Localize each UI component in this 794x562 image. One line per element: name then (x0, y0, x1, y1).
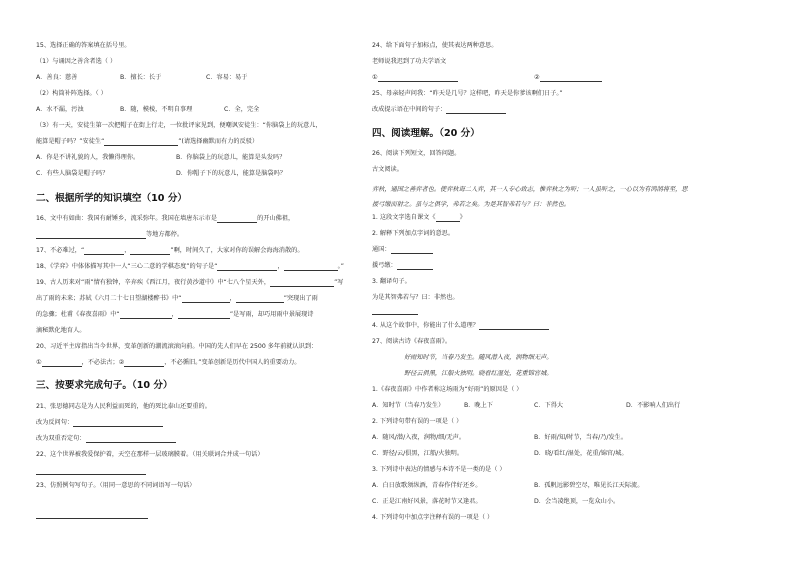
q27: 27、阅读古诗《春夜喜雨》。 (372, 338, 452, 345)
q15-sub1-option-a: A．善良：慈善 (36, 74, 78, 81)
q15-sub1: （1）与诵因之善含者选（ ） (36, 58, 117, 65)
q21-rhetorical: 改为反问句： (36, 419, 163, 427)
q25: 25、母亲轻声问我：“昨天是几号？这样吧，昨天是你爹该啊们日子。” (372, 90, 563, 97)
q15-sub3-option-d: D．你帽子下的玩意儿，能算是脑袋吗？ (176, 170, 286, 177)
q22: 22、这个世界被我爱保护着，天空在那样一层玻璃膜着。（用关联词合并成一句话） (36, 451, 264, 458)
q15-sub3: （3）有一天，安徒生第一次把帽子在街上行走，一位批评家见到，便嘲讽安徒生：“你脑袋上的玩意儿， (36, 122, 322, 129)
q26: 26、阅读下列短文，回答问题。 (372, 150, 461, 157)
q26-2: 2. 解释下列加点字词的意思。 (372, 230, 455, 237)
q22-answer-line[interactable] (36, 474, 146, 475)
q26-3a: 为是其智弗若与？曰：非然也。 (372, 294, 459, 301)
q24: 24、给下面句子加标点，使其表达两种意思。 (372, 42, 498, 49)
q15-sub3-option-a: A．你是不讲礼貌的人，我懒得理你。 (36, 154, 140, 161)
q27-4: 4. 下列诗句中加点字注释有误的一项是（ ） (372, 514, 494, 521)
q20: 20、习近平主席指出当今世界，变革创新的潮流滚滚向前。中国的先人们早在 2500 多年前就认识到： (36, 343, 318, 350)
q26-2b: 援弓缴： (372, 262, 433, 270)
q27-1: 1.《春夜喜雨》中作者称这场雨为“好雨”的原因是（ ） (372, 386, 523, 393)
q15-sub2: （2）构筒补阵选择。（ ） (36, 90, 107, 97)
q26-title: 古文阅读。 (372, 166, 403, 173)
q27-3-option-a: A．白日放歌须纵酒，青春作伴好还乡。 (372, 482, 482, 489)
q15-sub3-line2: 能算是帽子吗？”安徒生“ ”(请选择幽默而有力的反驳） (36, 138, 259, 145)
q26-3: 3. 翻译句子。 (372, 278, 411, 285)
q17: 17、不必难过，“ ， ”啊，时间久了，大家对你的误解会海海消散的。 (36, 247, 304, 254)
q27-3: 3. 下列诗中表达的情感与本诗不是一类的是（ ） (372, 466, 506, 473)
q26-1: 1. 这段文字选自课文《 》 (372, 214, 466, 221)
q15-sub3-option-b: B．你脑袋上的玩意儿，能算是头发吗？ (176, 154, 286, 161)
q27-2-option-a: A．随风/潜/入夜，润物/细/无声。 (372, 434, 466, 441)
q18: 18、《学弈》中体体描写其中一人“三心二意的学棋态度”的句子是“ ， 。” (36, 263, 344, 270)
q27-3-option-d: D．会当凌绝顶，一览众山小。 (534, 498, 620, 505)
q27-1-option-a: A．知时节（当春乃发生） (372, 402, 445, 409)
q25-rewrite: 改成提示语在中间的句子： (372, 106, 506, 114)
q15-stem: 15、选择正确的答案填在括号里。 (36, 42, 131, 49)
q21-double-negative: 改为双重否定句： (36, 435, 176, 443)
q15-sub2-option-b: B．随，模棱，不明自事理 (120, 106, 193, 113)
q27-2-option-d: D．晓/看红/湿处，花重/锦官/城。 (534, 450, 628, 457)
q26-3-answer-line[interactable] (372, 314, 418, 315)
q27-1-option-b: B．晚上下 (464, 402, 493, 409)
q26-4: 4. 从这个故事中，你能出了什么道理？ (372, 322, 549, 330)
q23-answer-line[interactable] (36, 518, 148, 519)
q15-sub2-option-a: A．水不漏，污浊 (36, 106, 84, 113)
section-2-heading: 二、根据所学的知识填空（10 分） (36, 193, 188, 204)
q24-answer-1: ① (372, 74, 458, 82)
q19-line4: 滴秘默化地育人。 (36, 327, 86, 334)
q15-sub3-option-c: C．有些人脑袋是帽子吗？ (36, 170, 109, 177)
q16-line2: 等地方都停。 (36, 231, 183, 239)
section-4-heading: 四、阅读理解。（20 分） (372, 128, 480, 139)
q16: 16、文中有如曲：我国有耐锤乡，流采弥年。我国在墙唐东示市是 的开山佛祖， (36, 215, 295, 222)
q26-2a: 通国： (372, 246, 433, 254)
q27-1-option-c: C．下得大 (534, 402, 564, 409)
section-3-heading: 三、按要求完成句子。（10 分） (36, 380, 173, 391)
q26-passage: 弈秋，通国之善弈者也。使弈秋诲二人弈，其一人专心致志，惟弈秋之为听；一人虽听之，一心以为有鸿鹄将至，思援弓缴而射之。虽与之俱学，弗若之矣。为是其智弗若与？曰：非然也。 (372, 186, 688, 208)
q24-answer-2: ② (534, 74, 602, 82)
q27-3-option-c: C．正是江南好风景，落花时节又逢君。 (372, 498, 482, 505)
q15-sub2-option-c: C．全，完全 (224, 106, 260, 113)
q27-poem-line1: 好雨知时节，当春乃发生。随风潜入夜，润物细无声。 (404, 354, 553, 361)
q19-line2: 出了雨的未来；苏轼《六月二十七日望湖楼醉书》中“ ， ”突现出了雨 (36, 295, 318, 302)
q27-3-option-b: B．孤帆远影碧空尽，唯见长江天际流。 (534, 482, 644, 489)
q27-2: 2. 下列诗句带有误的一项是（ ） (372, 418, 463, 425)
q20-line2: ① ，不必法古；② ，不必循旧。”变革创新是历代中国人的重要动力。 (36, 359, 301, 366)
q19: 19、古人历来对“雨”情有独钟，辛弃疾《西江月，夜行黄沙道中》中“七八个星天外， ”写 (36, 279, 344, 286)
q19-line3: 的急骤；杜甫《春夜喜雨》中“ ， ”是写雨，却巧用雨中景展现诗 (36, 311, 314, 318)
q24-sentence: 老师说我迟到了功夫学语文 (372, 58, 447, 65)
q15-sub1-option-c: C．容易：易于 (206, 74, 248, 81)
q15-sub1-option-b: B．擅长：长于 (120, 74, 162, 81)
q27-2-option-b: B．好雨/知/时节，当春/乃/发生。 (534, 434, 628, 441)
q23: 23、仿照例句写句子。（用同一意思的不同词语写一句话） (36, 482, 196, 489)
q27-poem-line2: 野径云俱黑，江船火独明。晓看红湿处，花重锦官城。 (404, 370, 553, 377)
q21: 21、张思德同志是为人民利益而死的，他的死比泰山还要重的。 (36, 403, 211, 410)
q27-1-option-d: D．不影响人们出行 (626, 402, 681, 409)
q27-2-option-c: C．野径/云/俱黑，江船/火独明。 (372, 450, 464, 457)
